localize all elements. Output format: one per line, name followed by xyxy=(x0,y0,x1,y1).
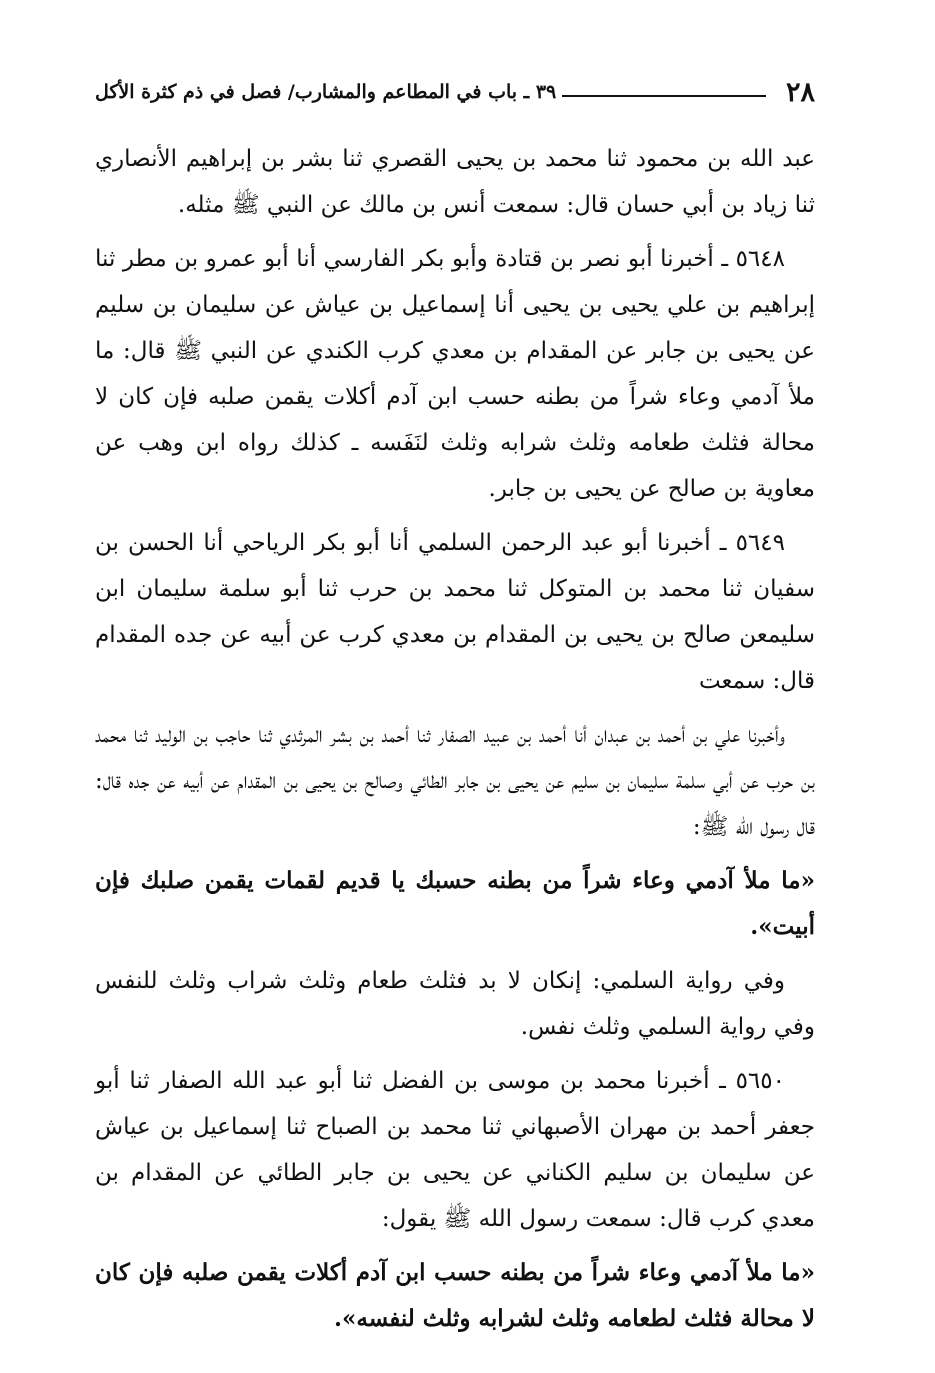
book-page xyxy=(95,70,815,1350)
page-number: ٢٨ xyxy=(785,76,815,108)
hadith-entry-5649: ٥٦٤٩ ـ أخبرنا أبو عبد الرحمن السلمي أنا أبو بكر الرياحي أنا الحسن بن سفيان ثنا محمد بن المتوكل ثنا محمد بن حرب ثنا أبو سلمة سليمان ابن سليمعن صالح بن يحيى بن المقدام بن معدي كرب عن أبيه عن جده المقدام قال: سمعت xyxy=(95,530,815,694)
hadith-entry-5650: ٥٦٥٠ ـ أخبرنا محمد بن موسى بن الفضل ثنا أبو عبد الله الصفار ثنا أبو جعفر أحمد بن مهران الأصبهاني ثنا محمد بن الصباح ثنا إسماعيل بن عياش عن سليمان بن سليم الكناني عن يحيى بن جابر الطائي عن المقدام بن معدي كرب قال: سمعت رسول الله ﷺ يقول: xyxy=(95,1068,815,1232)
header-rule xyxy=(562,95,766,97)
hadith-quote: «ما ملأ آدمي وعاء شراً من بطنه حسبك يا قديم لقمات يقمن صلبك فإن أبيت». xyxy=(95,867,815,940)
paragraph: وأخبرنا علي بن أحمد بن عبدان أنا أحمد بن عبيد الصفار ثنا أحمد بن بشر المرثدي ثنا حاجب بن الوليد ثنا محمد بن حرب عن أبي سلمة سليمان بن سليم عن يحيى بن جابر الطائي وصالح بن يحيى بن المقدام عن أبيه عن جده قال: قال رسول الله ﷺ: xyxy=(95,722,815,840)
running-header xyxy=(95,70,815,114)
chapter-title: ٣٩ ـ باب في المطاعم والمشارب/ فصل في ذم كثرة الأكل xyxy=(95,81,557,103)
hadith-entry-5648: ٥٦٤٨ ـ أخبرنا أبو نصر بن قتادة وأبو بكر الفارسي أنا أبو عمرو بن مطر ثنا إبراهيم بن علي يحيى بن يحيى أنا إسماعيل بن عياش عن سليمان بن سليم عن يحيى بن جابر عن المقدام بن معدي كرب الكندي عن النبي ﷺ قال: ما ملأ آدمي وعاء شراً من بطنه حسب ابن آدم أكلات يقمن صلبه فإن كان لا محالة فثلث طعامه وثلث شرابه وثلث لنَفَسه ـ كذلك رواه ابن وهب عن معاوية بن صالح عن يحيى بن جابر. xyxy=(95,246,815,502)
paragraph: وفي رواية السلمي: إنكان لا بد فثلث طعام وثلث شراب وثلث للنفس وفي رواية السلمي وثلث نفس. xyxy=(95,968,815,1040)
hadith-quote: «ما ملأ آدمي وعاء شراً من بطنه حسب ابن آدم أكلات يقمن صلبه فإن كان لا محالة فثلث لطعامه وثلث لشرابه وثلث لنفسه». xyxy=(95,1259,815,1332)
paragraph: عبد الله بن محمود ثنا محمد بن يحيى القصري ثنا بشر بن إبراهيم الأنصاري ثنا زياد بن أبي حسان قال: سمعت أنس بن مالك عن النبي ﷺ مثله. xyxy=(95,146,815,218)
body-text xyxy=(95,136,815,1342)
